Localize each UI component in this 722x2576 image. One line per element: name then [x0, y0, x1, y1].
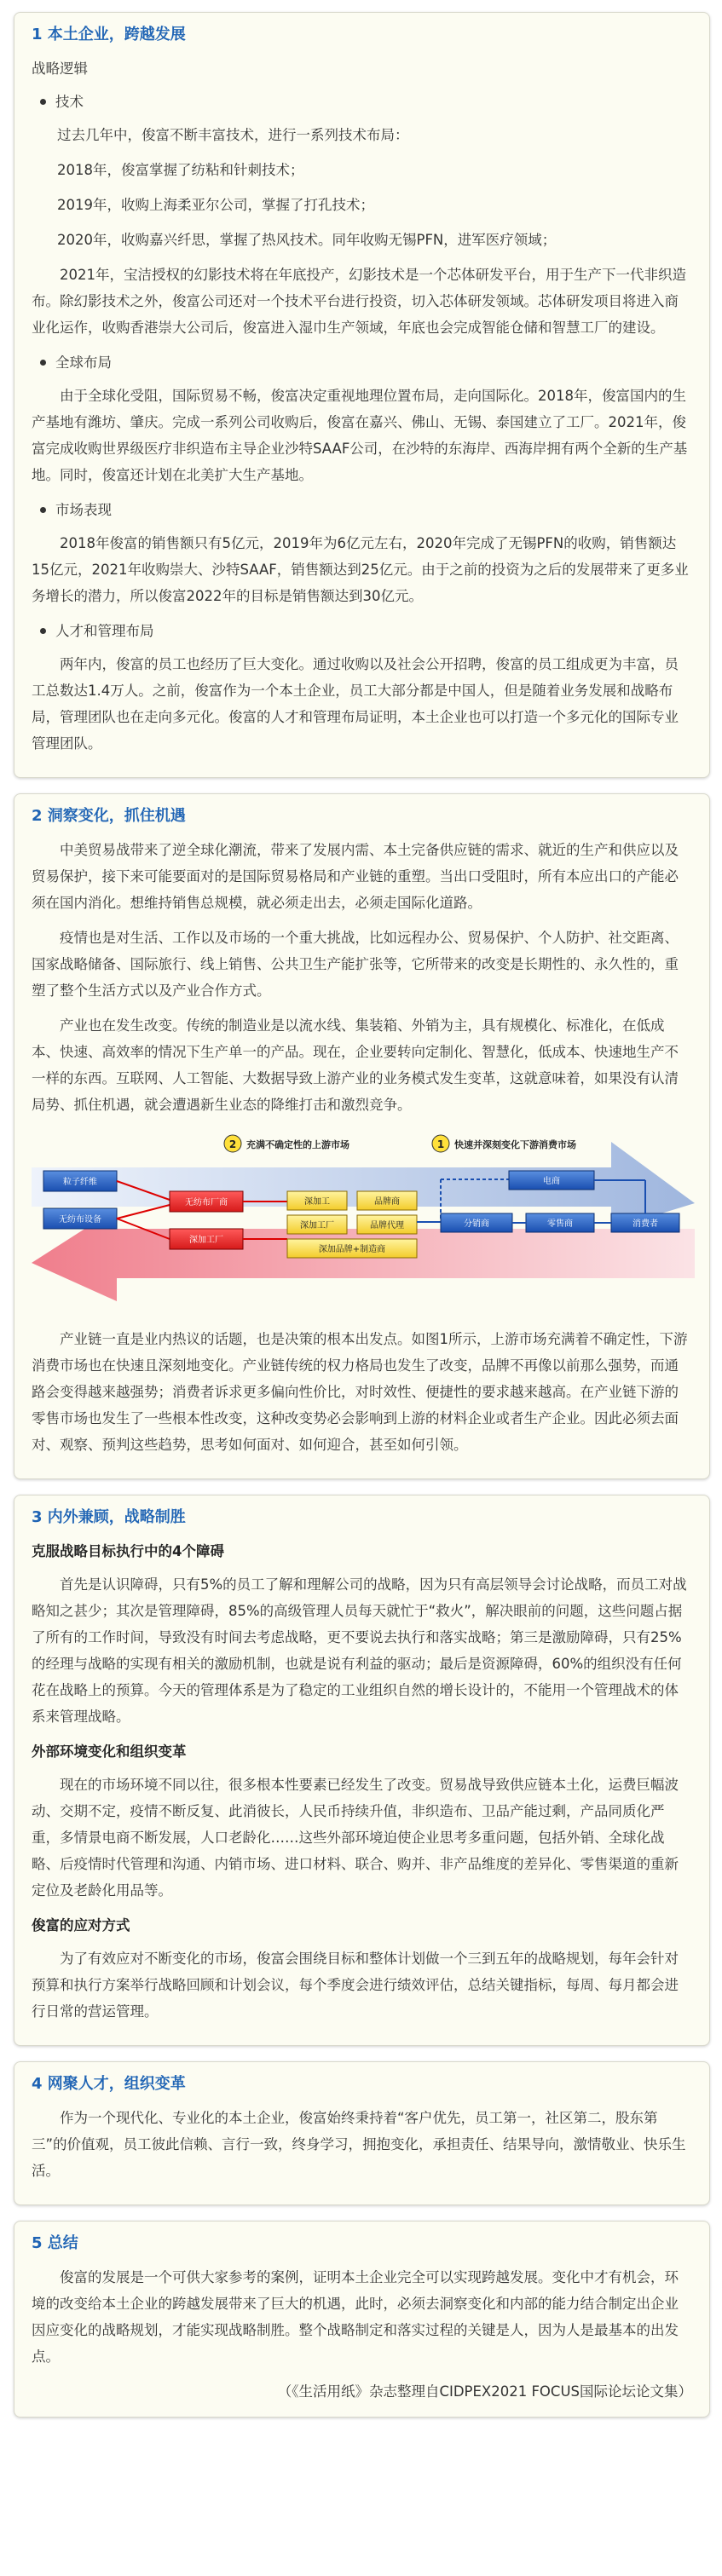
section-title-2: 2 洞察变化，抓住机遇: [32, 807, 186, 825]
global-paragraph: 由于全球化受阻，国际贸易不畅，俊富决定重视地理位置布局，走向国际化。2018年，俊富国内的生产基地有潍坊、肇庆。完成一系列公司收购后，俊富在嘉兴、佛山、无锡、泰国建立了工厂。2021年，俊富完成收购世界级医疗非织造布主导企业沙特SAAF公司，在沙特的东海岸、西海岸拥有两个全新的生产基地。同时，俊富还计划在北美扩大生产基地。: [32, 388, 688, 483]
svg-text:品牌商: 品牌商: [374, 1197, 400, 1207]
industry-chain-figure: [32, 1127, 692, 1314]
upstream-marker-number: 2: [228, 1138, 237, 1150]
industry-paragraph: 产业也在发生改变。传统的制造业是以流水线、集装箱、外销为主，具有规模化、标准化，在低成本、快速、高效率的情况下生产单一的产品。现在，企业要转向定制化、智慧化，低成本、快速地生产不一样的东西。互联网、人工智能、大数据导致上游产业的业务模式发生变革，这就意味着，如果没有认清局势、抓住机遇，就会遭遇新生业态的降维打击和激烈竞争。: [32, 1017, 679, 1113]
source-note: （《生活用纸》杂志整理自CIDPEX2021 FOCUS国际论坛论文集）: [277, 2383, 692, 2400]
section-title-3: 3 内外兼顾，战略制胜: [32, 1508, 186, 1526]
market-paragraph: 2018年俊富的销售额只有5亿元，2019年为6亿元左右，2020年完成了无锡PFN的收购，销售额达15亿元，2021年收购崇大、沙特SAAF，销售额达到25亿元。由于之前的投资为之后的发展带来了更多业务增长的潜力，所以俊富2022年的目标是销售额达到30亿元。: [32, 535, 689, 604]
bullet-talent: 人才和管理布局: [32, 618, 692, 644]
tech-2018: 2018年，俊富掌握了纺粘和针刺技术；: [57, 162, 304, 178]
pandemic-paragraph: 疫情也是对生活、工作以及市场的一个重大挑战，比如远程办公、贸易保护、个人防护、社交距离、国家战略储备、国际旅行、线上销售、公共卫生产能扩张等，它所带来的改变是长期性的、永久性的，重塑了整个生活方式以及产业合作方式。: [32, 930, 679, 999]
section-title-1: 1 本土企业，跨越发展: [32, 26, 186, 43]
subheading-environment: 外部环境变化和组织变革: [32, 1743, 187, 1760]
obstacles-paragraph: 首先是认识障碍，只有5%的员工了解和理解公司的战略，因为只有高层领导会讨论战略，而员工对战略知之甚少；其次是管理障碍，85%的高级管理人员每天就忙于“救火”，解决眼前的问题，这些问题占据了所有的工作时间，导致没有时间去考虑战略，更不要说去执行和落实战略；第三是激励障碍，只有25%的经理与战略的实现有相关的激励机制，也就是说有利益的驱动；最后是资源障碍，60%的组织没有任何花在战略上的预算。今天的管理体系是为了稳定的工业组织自然的增长设计的，不能用一个管理战术的体系来管理战略。: [32, 1576, 687, 1725]
svg-text:深加工厂: 深加工厂: [189, 1236, 223, 1245]
industry-chain-paragraph: 产业链一直是业内热议的话题，也是决策的根本出发点。如图1所示，上游市场充满着不确定性，下游消费市场也在快速且深刻地变化。产业链传统的权力格局也发生了改变，品牌不再像以前那么强势，而通路会变得越来越强势；消费者诉求更多偏向性价比，对时效性、便捷性的要求越来越高。在产业链下游的零售市场也发生了一些根本性改变，这种改变势必会影响到上游的材料企业或者生产企业。因此必须去面对、观察、预判这些趋势，思考如何面对、如何迎合，甚至如何引领。: [32, 1331, 688, 1453]
section-title-4: 4 网聚人才，组织变革: [32, 2075, 186, 2093]
bullet-tech: 技术: [32, 89, 692, 115]
section-card-3: [14, 1495, 710, 2046]
section-card-1: [14, 12, 710, 778]
bullet-market: 市场表现: [32, 497, 692, 523]
svg-text:深加品牌+制造商: 深加品牌+制造商: [318, 1245, 386, 1254]
tech-intro: 过去几年中，俊富不断丰富技术，进行一系列技术布局：: [57, 127, 409, 143]
talent-paragraph: 两年内，俊富的员工也经历了巨大变化。通过收购以及社会公开招聘，俊富的员工组成更为丰富，员工总数达1.4万人。之前，俊富作为一个本土企业，员工大部分都是中国人，但是随着业务发展和战略布局，管理团队也在走向多元化。俊富的人才和管理布局证明，本土企业也可以打造一个多元化的国际专业管理团队。: [32, 656, 679, 752]
section-card-4: [14, 2061, 710, 2205]
svg-text:电商: 电商: [543, 1177, 560, 1186]
industry-chain-diagram: [32, 1127, 696, 1305]
section-title-5: 5 总结: [32, 2234, 78, 2252]
svg-text:无纺布厂商: 无纺布厂商: [185, 1198, 228, 1207]
strategy-logic-heading: 战略逻辑: [32, 61, 88, 77]
svg-text:品牌代理: 品牌代理: [370, 1221, 404, 1230]
svg-text:深加工厂: 深加工厂: [300, 1221, 334, 1230]
trade-war-paragraph: 中美贸易战带来了逆全球化潮流，带来了发展内需、本土完备供应链的需求、就近的生产和供应以及贸易保护，接下来可能要面对的是国际贸易格局和产业链的重塑。当出口受阻时，所有本应出口的产能必须在国内消化。想维持销售总规模，就必须走出去，必须走国际化道路。: [32, 842, 679, 911]
response-paragraph: 为了有效应对不断变化的市场，俊富会围绕目标和整体计划做一个三到五年的战略规划，每年会针对预算和执行方案举行战略回顾和计划会议，每个季度会进行绩效评估，总结关键指标，每周、每月都会进行日常的营运管理。: [32, 1951, 679, 2020]
svg-text:粒子纤维: 粒子纤维: [63, 1178, 97, 1187]
subheading-obstacles: 克服战略目标执行中的4个障碍: [32, 1543, 224, 1559]
svg-text:分销商: 分销商: [464, 1219, 489, 1229]
section-card-2: [14, 793, 710, 1479]
svg-text:消费者: 消费者: [632, 1219, 658, 1229]
tech-2019: 2019年，收购上海柔亚尔公司，掌握了打孔技术；: [57, 197, 374, 213]
connector: [117, 1205, 170, 1219]
subheading-response: 俊富的应对方式: [32, 1917, 130, 1933]
svg-text:无纺布设备: 无纺布设备: [59, 1215, 101, 1225]
values-paragraph: 作为一个现代化、专业化的本土企业，俊富始终秉持着“客户优先，员工第一，社区第二，股东第三”的价值观，员工彼此信赖、言行一致，终身学习，拥抱变化，承担责任、结果导向，激情敬业、快乐生活。: [32, 2110, 686, 2179]
downstream-caption: 快速并深刻变化下游消费市场: [454, 1139, 576, 1150]
bullet-global: 全球布局: [32, 349, 692, 376]
section-card-5: [14, 2221, 710, 2418]
environment-paragraph: 现在的市场环境不同以往，很多根本性要素已经发生了改变。贸易战导致供应链本土化，运费巨幅波动、交期不定，疫情不断反复、此消彼长，人民币持续升值，非织造布、卫品产能过剩，产品同质化严重，多情景电商不断发展，人口老龄化……这些外部环境迫使企业思考多重问题，包括外销、全球化战略、后疫情时代管理和沟通、内销市场、进口材料、联合、购并、非产品维度的差异化、零售渠道的重新定位及老龄化用品等。: [32, 1777, 679, 1899]
tech-2021: 2021年，宝洁授权的幻影技术将在年底投产，幻影技术是一个芯体研发平台，用于生产下一代非织造布。除幻影技术之外，俊富公司还对一个技术平台进行投资，切入芯体研发领域。芯体研发项目将进入商业化运作，收购香港崇大公司后，俊富进入湿巾生产领域，年底也会完成智能仓储和智慧工厂的建设。: [32, 267, 686, 336]
tech-2020: 2020年，收购嘉兴纤思，掌握了热风技术。同年收购无锡PFN，进军医疗领域；: [57, 232, 557, 248]
summary-paragraph: 俊富的发展是一个可供大家参考的案例，证明本土企业完全可以实现跨越发展。变化中才有机会，环境的改变给本土企业的跨越发展带来了巨大的机遇，此时，必须去洞察变化和内部的能力结合制定出企业因应变化的战略规划，才能实现战略制胜。整个战略制定和落实过程的关键是人，因为人是最基本的出发点。: [32, 2269, 679, 2365]
upstream-caption: 充满不确定性的上游市场: [246, 1139, 349, 1150]
svg-text:零售商: 零售商: [547, 1219, 573, 1229]
svg-text:深加工: 深加工: [304, 1197, 330, 1207]
downstream-marker-number: 1: [436, 1138, 445, 1150]
